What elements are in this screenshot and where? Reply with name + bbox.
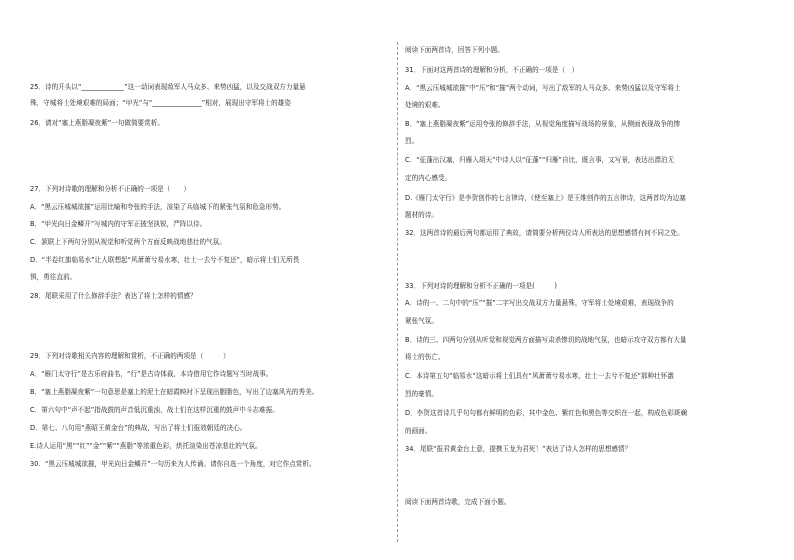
q26-question: 26．请对“塞上燕脂凝夜紫”一句做简要赏析。: [30, 119, 164, 127]
q31-option-d-line-1: D.《雁门太守行》是李贺创作的七言律诗，《使至塞上》是王维创作的五言律诗，这两首均为边塞: [405, 194, 686, 202]
q33-option-b-line-1: B．诗的三、四两句分别从听觉和视觉两方面描写肃杀惨切的战地气氛，也暗示攻守双方都有大量: [405, 336, 687, 344]
q33-option-d-line-2: 的画面。: [405, 427, 432, 435]
q34-question: 34．尾联“报君黄金台上意，提携玉龙为君死！”表达了诗人怎样的思想感情？: [405, 445, 632, 453]
q33-option-a-line-1: A．诗的一、二句中的“压”“摧”二字写出交战双方力量悬殊，守军将士处境艰难，表现战争的: [405, 299, 674, 307]
q27-stem: 27．下列对诗歌的理解和分析不正确的一项是（ ）: [30, 185, 191, 193]
q31-option-a-line-2: 处境的艰难。: [405, 101, 445, 109]
q31-option-c-line-2: 定的内心感受。: [405, 174, 452, 182]
reading-intro-2: 阅读下面两首诗歌，完成下面小题。: [405, 498, 511, 506]
q27-option-d-line-2: 惧，勇往直前。: [30, 273, 77, 281]
q27-option-a: A．“黑云压城城欲摧”运用比喻和夸张的手法，渲染了兵临城下的紧张气氛和危急形势。: [30, 203, 286, 211]
q29-option-a: A．“雁门太守行”是古乐府曲名，“行”是古诗体裁，本诗借用它作诗题写当时战事。: [30, 370, 273, 378]
q29-option-d: D．第七、八句用“燕昭王黄金台”的典故，写出了将士们报效朝廷的决心。: [30, 424, 247, 432]
q25-line-1: 25．诗的开头以“_____________”这一动词表现敌军人马众多、来势凶猛，以及交战双方力量悬: [30, 83, 306, 91]
q29-stem: 29．下列对诗歌相关内容的理解和赏析，不正确的两项是（ ）: [30, 352, 230, 360]
q32-question: 32．这两首诗的最后两句都运用了典故，请简要分析两位诗人所表达的思想感情有何不同之处。: [405, 229, 684, 237]
q27-option-c: C．颔联上下两句分别从视觉和听觉两个方面反映战地悲壮的气氛。: [30, 238, 226, 246]
q29-option-e: E.诗人运用“黑”“红”“金”“紫”“燕脂”等浓重色彩，烘托渲染出苍凉悲壮的气氛。: [30, 442, 262, 450]
q31-stem: 31．下面对这两首诗的理解和分析，不正确的一项是（ ）: [405, 66, 579, 74]
q29-option-c: C．第六句中“声不起”指战鼓的声音低沉重浊，战士们在这样沉重的鼓声中斗志难振。: [30, 406, 279, 414]
q27-option-b: B．“甲光向日金鳞开”写城内的守军正披坚执锐，严阵以待。: [30, 220, 207, 228]
q31-option-d-line-2: 题材的诗。: [405, 211, 438, 219]
q33-option-c-line-2: 烈的豪情。: [405, 390, 438, 398]
q30-question: 30．“黑云压城城欲摧，甲光向日金鳞开”一句历来为人传诵。请你自选一个角度，对它作点赏析。: [30, 460, 316, 468]
q31-option-c-line-1: C．“征蓬出汉塞，归雁入胡天”中诗人以“征蓬”“归雁”自比，既言事，又写景，表达出漂泊无: [405, 156, 675, 164]
q31-option-a-line-1: A．“黑云压城城欲摧”中“压”和“摧”两个动词，写出了敌军的人马众多、来势凶猛以及守军将士: [405, 84, 681, 92]
q33-option-a-line-2: 紧张气氛。: [405, 317, 438, 325]
q31-option-b-line-2: 烈。: [405, 137, 419, 145]
q33-option-b-line-2: 将士的伤亡。: [405, 353, 445, 361]
q28-question: 28．尾联采用了什么修辞手法？表达了将士怎样的情感？: [30, 292, 197, 300]
q25-line-2: 殊，守城将士处境艰难的局面；“甲光”与“_______________”相对，展现出守军将士的雄姿: [30, 99, 291, 107]
q27-option-d-line-1: D．“半卷红旗临易水”让人联想起“风萧萧兮易水寒，壮士一去兮不复还”，暗示将士们无所畏: [30, 256, 300, 264]
reading-intro-1: 阅读下面两首诗，回答下列小题。: [405, 46, 504, 54]
column-divider: [397, 42, 398, 542]
q29-option-b: B．“塞上燕脂凝夜紫”一句意思是塞上的泥土在暗霞映衬下呈现出胭脂色，写出了边塞风光的秀美。: [30, 388, 319, 396]
q33-option-d-line-1: D．李贺这首诗几乎句句都有鲜明的色彩，其中金色、紫红色和黑色等交织在一起，构成色彩斑斓: [405, 409, 688, 417]
q33-option-c-line-1: C．本诗第五句“临易水”这暗示将士们具有“风萧萧兮易水寒，壮士一去兮不复还”那种壮怀激: [405, 372, 674, 380]
q31-option-b-line-1: B．“塞上燕脂凝夜紫”运用夸张的修辞手法，从视觉角度描写战场的景象，从侧面表现战争的惨: [405, 120, 681, 128]
q33-stem: 33．下列对诗的理解和分析不正确的一项是( ): [405, 282, 558, 290]
